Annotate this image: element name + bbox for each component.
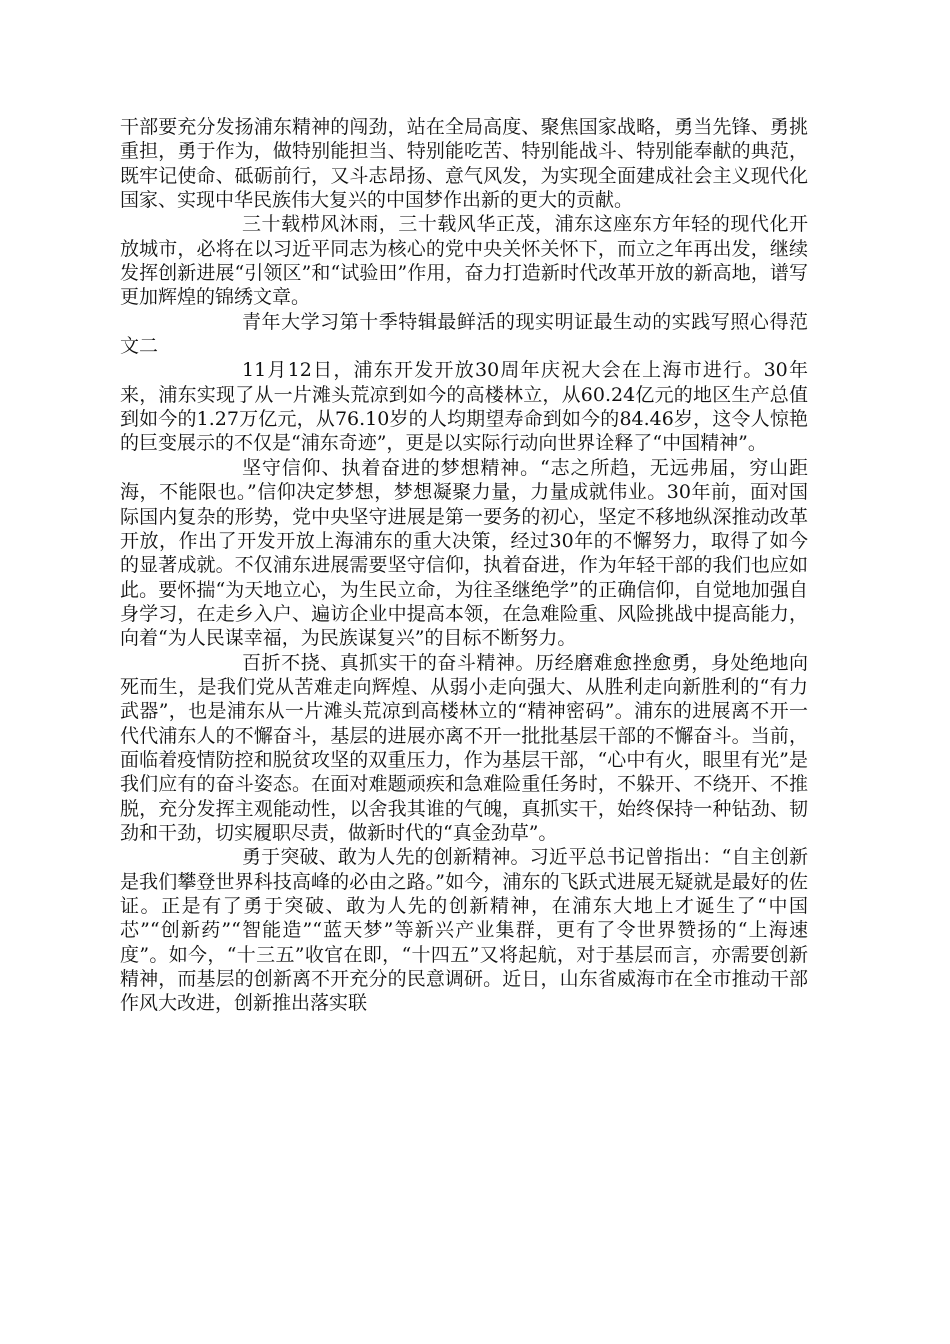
- paragraph-innovation-spirit: 勇于突破、敢为人先的创新精神。习近平总书记曾指出：“自主创新是我们攀登世界科技高峰的必由之路。”如今，浦东的飞跃式进展无疑就是最好的佐证。正是有了勇于突破、敢为人先的创新精神，在浦东大地上才诞生了“中国芯”“创新药”“智能造”“蓝天梦”等新兴产业集群，更有了令世界赞扬的“上海速度”。如今，“十三五”收官在即，“十四五”又将起航，对于基层而言，亦需要创新精神，而基层的创新离不开充分的民意调研。近日，山东省威海市在全市推动干部作风大改进，创新推出落实联: [120, 846, 808, 1015]
- paragraph-anniversary: 11月12日，浦东开发开放30周年庆祝大会在上海市进行。30年来，浦东实现了从一片滩头荒凉到如今的高楼林立，从60.24亿元的地区生产总值到如今的1.27万亿元，从76.10岁的人均期望寿命到如今的84.46岁，这令人惊艳的巨变展示的不仅是“浦东奇迹”，更是以实际行动向世界诠释了“中国精神”。: [120, 359, 808, 455]
- paragraph-pudong-thirty-years: 三十载栉风沐雨，三十载风华正茂，浦东这座东方年轻的现代化开放城市，必将在以习近平同志为核心的党中央关怀关怀下，而立之年再出发，继续发挥创新进展“引领区”和“试验田”作用，奋力打造新时代改革开放的新高地，谱写更加辉煌的锦绣文章。: [120, 213, 808, 309]
- document-body: [120, 115, 808, 1016]
- section-heading: 青年大学习第十季特辑最鲜活的现实明证最生动的实践写照心得范文二: [120, 310, 808, 358]
- paragraph-struggle-spirit: 百折不挠、真抓实干的奋斗精神。历经磨难愈挫愈勇，身处绝地向死而生，是我们党从苦难走向辉煌、从弱小走向强大、从胜利走向新胜利的“有力武器”，也是浦东从一片滩头荒凉到高楼林立的“精神密码”。浦东的进展离不开一代代浦东人的不懈奋斗，基层的进展亦离不开一批批基层干部的不懈奋斗。当前，面临着疫情防控和脱贫攻坚的双重压力，作为基层干部，“心中有火，眼里有光”是我们应有的奋斗姿态。在面对难题顽疾和急难险重任务时，不躲开、不绕开、不推脱，充分发挥主观能动性，以舍我其谁的气魄，真抓实干，始终保持一种钻劲、韧劲和干劲，切实履职尽责，做新时代的“真金劲草”。: [120, 651, 808, 844]
- paragraph-continuation: 干部要充分发扬浦东精神的闯劲，站在全局高度、聚焦国家战略，勇当先锋、勇挑重担，勇于作为，做特别能担当、特别能吃苦、特别能战斗、特别能奉献的典范，既牢记使命、砥砺前行，又斗志昂扬、意气风发，为实现全面建成社会主义现代化国家、实现中华民族伟大复兴的中国梦作出新的更大的贡献。: [120, 116, 808, 212]
- paragraph-dream-spirit: 坚守信仰、执着奋进的梦想精神。“志之所趋，无远弗届，穷山距海，不能限也。”信仰决定梦想，梦想凝聚力量，力量成就伟业。30年前，面对国际国内复杂的形势，党中央坚守进展是第一要务的初心，坚定不移地纵深推动改革开放，作出了开发开放上海浦东的重大决策，经过30年的不懈努力，取得了如今的显著成就。不仅浦东进展需要坚守信仰，执着奋进，作为年轻干部的我们也应如此。要怀揣“为天地立心，为生民立命，为往圣继绝学”的正确信仰，自觉地加强自身学习，在走乡入户、遍访企业中提高本领，在急难险重、风险挑战中提高能力，向着“为人民谋幸福，为民族谋复兴”的目标不断努力。: [120, 456, 808, 650]
